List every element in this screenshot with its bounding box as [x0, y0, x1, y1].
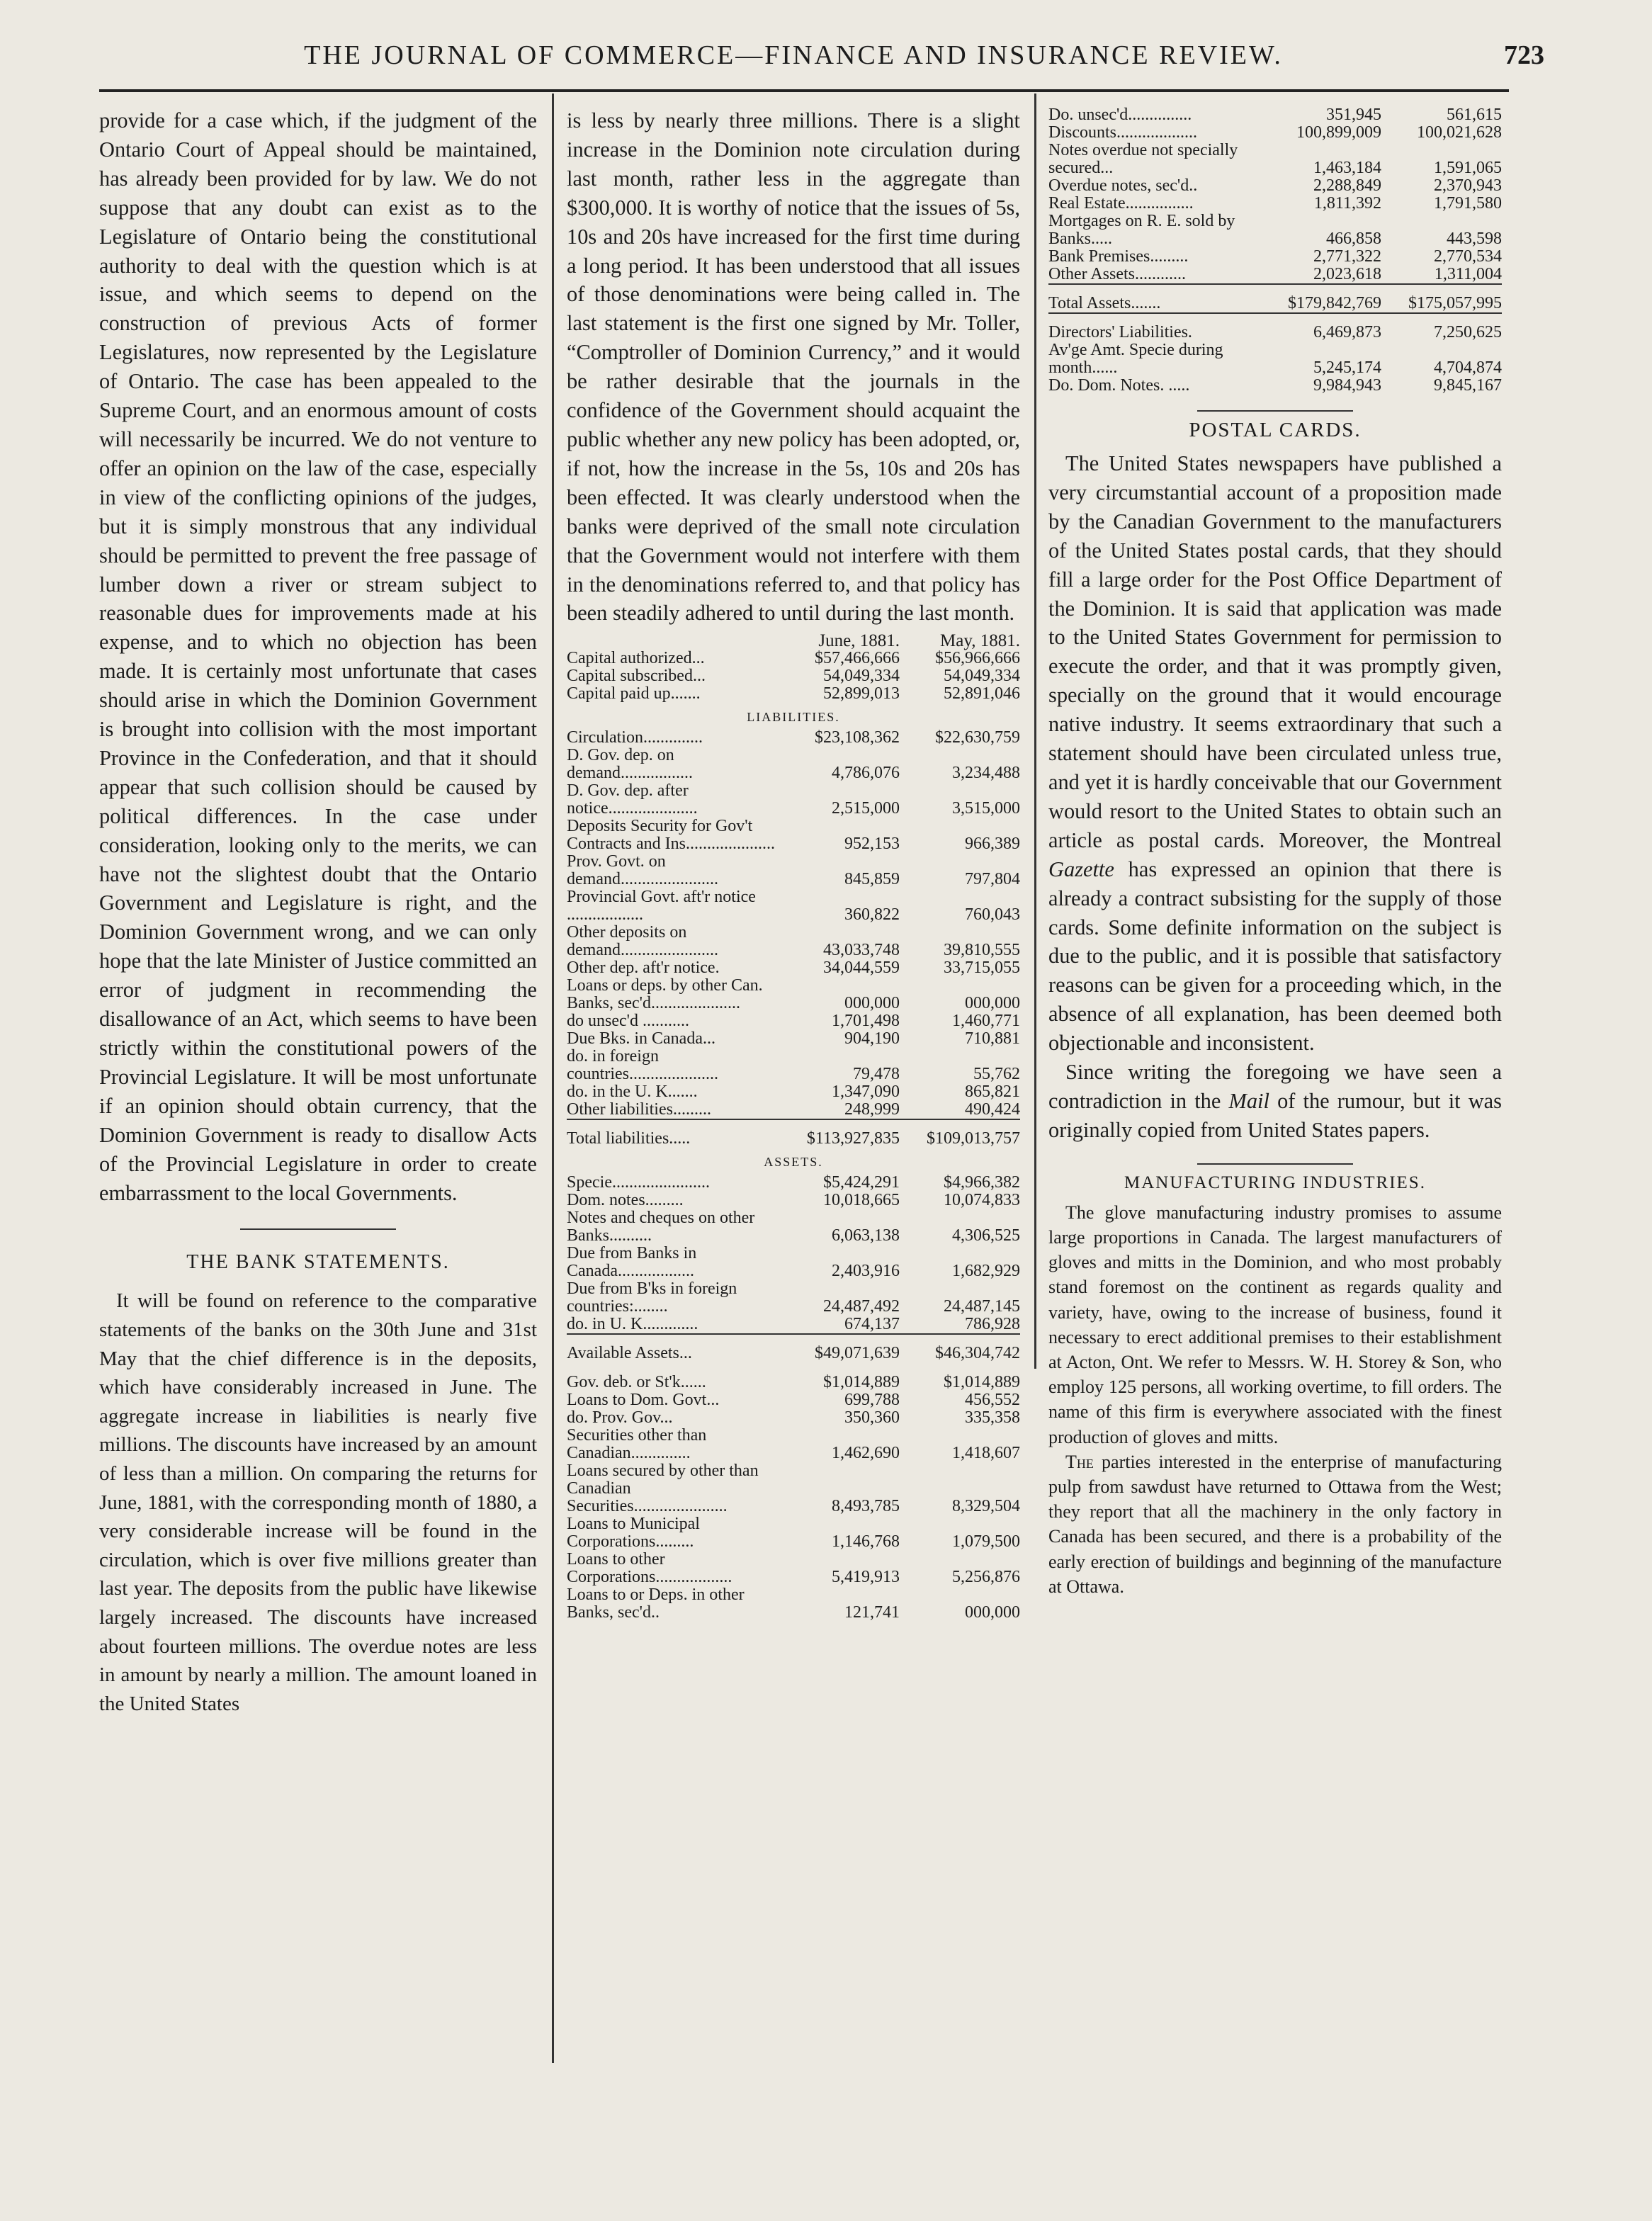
row-label: Loans to Dom. Govt... — [567, 1391, 720, 1410]
journal-title: THE JOURNAL OF COMMERCE—FINANCE AND INSURANCE REVIEW. — [304, 40, 1283, 70]
table-row — [567, 1334, 1020, 1362]
may-value: 2,770,534 — [1434, 247, 1502, 266]
june-value: 000,000 — [844, 994, 900, 1013]
table-row — [567, 1209, 1020, 1245]
manufacturing-paragraph-2 — [1048, 1449, 1502, 1599]
table-row — [1048, 377, 1502, 395]
row-label: Loans to or Deps. in other Banks, sec'd.. — [567, 1586, 745, 1622]
row-label: D. Gov. dep. after notice..................... — [567, 781, 698, 818]
may-value: 335,358 — [965, 1408, 1020, 1428]
may-value: 797,804 — [965, 870, 1020, 889]
table-row — [1048, 284, 1502, 313]
june-value: 5,245,174 — [1313, 358, 1381, 377]
row-label: Bank Premises......... — [1048, 247, 1189, 266]
may-value: $1,014,889 — [944, 1373, 1020, 1392]
row-label: Specie....................... — [567, 1173, 710, 1192]
may-value: 7,250,625 — [1381, 313, 1502, 341]
june-value: 2,515,000 — [832, 799, 900, 818]
june-value: 4,786,076 — [832, 764, 900, 783]
june-value: 2,403,916 — [832, 1262, 900, 1281]
table-row — [1048, 124, 1502, 142]
row-label: Other liabilities......... — [567, 1100, 711, 1119]
table-row — [567, 729, 1020, 747]
gazette-title: Gazette — [1048, 857, 1114, 881]
june-value: $23,108,362 — [815, 728, 900, 747]
june-value: 351,945 — [1326, 106, 1381, 124]
may-value: 1,418,607 — [952, 1444, 1020, 1463]
row-label: Prov. Govt. on demand....................... — [567, 852, 718, 889]
table-row — [1048, 142, 1502, 177]
june-value: $57,466,666 — [815, 649, 900, 668]
table-row — [1048, 106, 1502, 124]
row-label: Loans or deps. by other Can. Banks, sec'd..................... — [567, 976, 763, 1013]
table-row — [567, 1030, 1020, 1048]
table-row — [1048, 266, 1502, 284]
june-value: 248,999 — [844, 1100, 900, 1119]
june-value: 6,469,873 — [1261, 313, 1381, 341]
liabilities-heading-label: LIABILITIES. — [747, 710, 840, 725]
row-label: Deposits Security for Gov't Contracts and Ins..................... — [567, 817, 775, 854]
june-value: 9,984,943 — [1313, 376, 1381, 395]
bank-statement-table-continued — [1048, 106, 1502, 395]
june-value: 10,018,665 — [823, 1191, 900, 1210]
table-row — [1048, 195, 1502, 213]
may-value: 4,306,525 — [952, 1226, 1020, 1245]
june-value: 54,049,334 — [823, 667, 900, 686]
column-rule-2 — [1034, 94, 1036, 1369]
may-value: 100,021,628 — [1417, 123, 1502, 142]
june-value: 674,137 — [844, 1315, 900, 1334]
table-row — [567, 667, 1020, 685]
row-label: Other dep. aft'r notice. — [567, 959, 720, 978]
article-continued: provide for a case which, if the judgment of the Ontario Court of Appeal should be maintained, has already been provided for by law. We do not suppose that any doubt can exist as to the Legislature of Ontario being the constitutional authority to deal with the question which is at issue, and which seems to depend on the construction of previous Acts of former Legislatures, now represented by the Legislature of Ontario. The case has been appealed to the Supreme Court, and an enormous amount of costs will necessarily be incurred. We do not venture to offer an opinion on the law of the case, especially in view of the conflicting opinions of the judges, but it is simply monstrous that any individual should be permitted to prevent the free passage of lumber down a river or stream subject to reasonable dues for improvements made at his expense, and to which no objection has been made. It is certainly most unfortunate that cases should arise in which the Dominion Government is brought into collision with the most important Province in the Confederation, and that it should appear that such collision should be caused by political differences. In the case under consideration, looking only to the merits, we can have not the slightest doubt that the Ontario Government and Legislature is right, and the Dominion Government wrong, and we can only hope that the late Minister of Justice committed an error of judgment in recommending the disallowance of an Act, which seems to have been strictly within the constitutional powers of the Provincial Legislature. It will be most unfortunate if an opinion should obtain currency, that the Dominion Government is ready to disallow Acts of the Provincial Legislature in order to create embarrassment to the local Governments. — [99, 108, 537, 1205]
assets-heading — [567, 1148, 1020, 1174]
may-value: 10,074,833 — [944, 1191, 1020, 1210]
may-value: 8,329,504 — [952, 1497, 1020, 1516]
table-row — [567, 1192, 1020, 1209]
header-rule — [99, 89, 1509, 92]
row-label: Total Assets....... — [1048, 284, 1261, 313]
table-row — [567, 1174, 1020, 1192]
june-value: $5,424,291 — [823, 1173, 900, 1192]
table-row — [567, 959, 1020, 977]
column-june: June, 1881. — [818, 631, 900, 651]
row-label: Do. Dom. Notes. ..... — [1048, 376, 1190, 395]
bank-statements-paragraph: It will be found on reference to the comparative statements of the banks on the 30th June and 31st May that the chief difference is in the deposits, which have considerably increased in June. The aggregate increase in liabilities is nearly five millions. The discounts have increased by an amount of less than a million. On comparing the returns for June, 1881, with the corresponding month of 1880, a very considerable increase will be found in the circulation, which is over five millions greater than last year. The deposits from the public have likewise largely increased. The discounts have increased about fourteen millions. The overdue notes are less in amount by nearly a million. The amount loaned in the United States — [99, 1289, 537, 1715]
may-value: 000,000 — [965, 1603, 1020, 1622]
column-left — [99, 106, 537, 1718]
row-label: Due from B'ks in foreign countries:........ — [567, 1279, 737, 1316]
may-value: 2,370,943 — [1434, 176, 1502, 195]
table-row — [567, 1048, 1020, 1083]
column-rule-1 — [552, 94, 554, 2063]
table-row — [567, 747, 1020, 782]
row-label: Overdue notes, sec'd.. — [1048, 176, 1198, 195]
table-row — [567, 1316, 1020, 1334]
may-value: 5,256,876 — [952, 1568, 1020, 1587]
table-row — [1048, 213, 1502, 248]
row-label: Mortgages on R. E. sold by Banks..... — [1048, 212, 1235, 248]
may-value: 443,598 — [1447, 230, 1502, 248]
table-row — [567, 1012, 1020, 1030]
row-label: Capital subscribed... — [567, 667, 706, 686]
table-row — [567, 1280, 1020, 1316]
may-value: 54,049,334 — [944, 667, 1020, 686]
row-label: Available Assets... — [567, 1334, 779, 1362]
table-row — [1048, 313, 1502, 341]
may-value: 55,762 — [973, 1065, 1020, 1084]
may-value: 1,791,580 — [1434, 194, 1502, 213]
may-value: 1,311,004 — [1434, 265, 1502, 283]
june-value: 100,899,009 — [1296, 123, 1381, 142]
bank-statement-table — [567, 632, 1020, 1622]
row-label: Capital authorized... — [567, 649, 705, 668]
table-row — [1048, 341, 1502, 377]
row-label: Do. unsec'd............... — [1048, 106, 1192, 124]
row-label: do. Prov. Gov... — [567, 1408, 673, 1428]
table-row — [567, 1391, 1020, 1409]
may-value: 561,615 — [1447, 106, 1502, 124]
may-value: 4,704,874 — [1434, 358, 1502, 377]
may-value: $56,966,666 — [935, 649, 1020, 668]
june-value: 2,023,618 — [1313, 265, 1381, 283]
table-header-row — [567, 632, 1020, 650]
may-value: 1,682,929 — [952, 1262, 1020, 1281]
june-value: 466,858 — [1326, 230, 1381, 248]
june-value: 1,462,690 — [832, 1444, 900, 1463]
row-label: Securities other than Canadian.............. — [567, 1426, 707, 1463]
assets-heading-label: ASSETS. — [764, 1155, 823, 1170]
row-label: Notes overdue not specially secured... — [1048, 141, 1238, 177]
may-value: 710,881 — [965, 1029, 1020, 1049]
row-label: Provincial Govt. aft'r notice .................. — [567, 888, 756, 925]
bank-statements-heading: THE BANK STATEMENTS. — [186, 1251, 450, 1274]
june-value: 904,190 — [844, 1029, 900, 1049]
mail-title: Mail — [1228, 1088, 1269, 1113]
row-label: Other deposits on demand....................... — [567, 923, 718, 960]
row-label: Circulation.............. — [567, 728, 703, 747]
may-value: 52,891,046 — [944, 684, 1020, 703]
june-value: $1,014,889 — [823, 1373, 900, 1392]
june-value: 1,146,768 — [832, 1532, 900, 1552]
may-value: $46,304,742 — [900, 1334, 1020, 1362]
june-value: 79,478 — [853, 1065, 900, 1084]
row-label: Dom. notes......... — [567, 1191, 684, 1210]
postal-text-c: Since writing the foregoing we have seen a contradiction in the — [1048, 1060, 1502, 1113]
row-label: Total liabilities..... — [567, 1119, 779, 1148]
row-label: Capital paid up....... — [567, 684, 701, 703]
postal-text-d: of the rumour, but it was originally copied from United States papers. — [1048, 1088, 1502, 1142]
june-value: 2,771,322 — [1313, 247, 1381, 266]
row-label: Loans to Municipal Corporations......... — [567, 1515, 700, 1552]
may-value: 966,389 — [965, 835, 1020, 854]
may-value: 786,928 — [965, 1315, 1020, 1334]
may-value: 1,079,500 — [952, 1532, 1020, 1552]
bank-statements-continued: is less by nearly three millions. There is a slight increase in the Dominion note circulation during last month, rather less in the aggregate than $300,000. It is worthy of notice that the issues of 5s, 10s and 20s have increased for the first time during a long period. It has been understood that all issues of those denominations were being called in. The last statement is the first one signed by Mr. Toller, “Comptroller of Dominion Currency,” and it would be rather desirable that the journals in the confidence of the Government should acquaint the public whether any new policy has been adopted, or, if not, how the increase in the 5s, 10s and 20s has been effected. It was clearly understood when the banks were deprived of the small note circulation that the Government would not interfere with them in the denominations referred to, and that policy has been steadily adhered to until during the last month. — [567, 108, 1020, 626]
table-row — [1048, 248, 1502, 266]
june-value: 24,487,492 — [823, 1297, 900, 1316]
manufacturing-paragraph-1: The glove manufacturing industry promises to assume large proportions in Canada. The largest manufacturers of gloves and mitts in the Dominion, and who most probably stand foremost on the continent as regards quality and variety, have, owing to the increase of business, found it necessary to erect additional premises to their establishment at Acton, Ont. We refer to Messrs. W. H. Storey & Son, who employ 125 persons, all working overtime, to fill orders. The name of this firm is everywhere associated with the finest production of gloves and mitts. — [1048, 1202, 1502, 1447]
june-value: $113,927,835 — [779, 1119, 900, 1148]
column-may: May, 1881. — [940, 631, 1020, 651]
manufacturing-heading: MANUFACTURING INDUSTRIES. — [1124, 1172, 1426, 1192]
june-value: 6,063,138 — [832, 1226, 900, 1245]
june-value: $179,842,769 — [1261, 284, 1381, 313]
may-value: 456,552 — [965, 1391, 1020, 1410]
row-label: do. in U. K............. — [567, 1315, 698, 1334]
may-value: 39,810,555 — [944, 941, 1020, 960]
may-value: $22,630,759 — [935, 728, 1020, 747]
may-value: $4,966,382 — [944, 1173, 1020, 1192]
june-value: 8,493,785 — [832, 1497, 900, 1516]
june-value: 1,701,498 — [832, 1012, 900, 1031]
may-value: 000,000 — [965, 994, 1020, 1013]
table-row — [567, 1409, 1020, 1427]
may-value: 1,460,771 — [952, 1012, 1020, 1031]
manufacturing-text: parties interested in the enterprise of manufacturing pulp from sawdust have returned to Ottawa from the West; they report that all the machinery in the only factory in Canada has been secured, and there is a probability of the early erection of buildings and beginning of the manufacture at Ottawa. — [1048, 1451, 1502, 1597]
june-value: 52,899,013 — [823, 684, 900, 703]
row-label: Real Estate................ — [1048, 194, 1194, 213]
running-header — [99, 40, 1544, 82]
may-value: 3,515,000 — [952, 799, 1020, 818]
postal-text-a: The United States newspapers have published a very circumstantial account of a proposition made by the Canadian Government to the manufacturers of the United States postal cards, that they should fill a large order for the Post Office Department of the Dominion. It is said that application was made to the United States Government for permission to execute the order, and that it was promptly given, specially on the ground that it would encourage native industry. It seems extraordinary that such a statement should have been circulated unless true, and yet it is hardly conceivable that our Government would resort to the United States to obtain such an article as postal cards. Moreover, the Montreal — [1048, 451, 1502, 852]
table-row — [567, 782, 1020, 818]
row-label: Av'ge Amt. Specie during month...... — [1048, 341, 1223, 377]
row-label: Notes and cheques on other Banks.......... — [567, 1209, 755, 1245]
june-value: 121,741 — [844, 1603, 900, 1622]
postal-cards-paragraph-2 — [1048, 1058, 1502, 1145]
column-middle — [567, 106, 1020, 1622]
table-row — [567, 685, 1020, 703]
june-value: 2,288,849 — [1313, 176, 1381, 195]
row-label: Directors' Liabilities. — [1048, 313, 1261, 341]
table-row — [567, 853, 1020, 888]
postal-cards-paragraph-1 — [1048, 449, 1502, 1058]
june-value: 360,822 — [844, 905, 900, 925]
may-value: 33,715,055 — [944, 959, 1020, 978]
section-rule — [1197, 410, 1353, 412]
may-value: 9,845,167 — [1434, 376, 1502, 395]
table-row — [567, 1586, 1020, 1622]
table-row — [567, 818, 1020, 853]
row-label: Other Assets............ — [1048, 265, 1186, 283]
june-value: 43,033,748 — [823, 941, 900, 960]
row-label: do unsec'd ........... — [567, 1012, 689, 1031]
table-row — [567, 650, 1020, 667]
row-label: Loans secured by other than Canadian Securities...................... — [567, 1462, 759, 1516]
the-smallcaps: The — [1065, 1451, 1094, 1472]
postal-text-b: has expressed an opinion that there is already a contract subsisting for the supply of those cards. Some definite information on the subject is due to the public, and it is possible that satisfactory reasons can be given for a proceeding which, in the absence of all explanation, has been deemed both objectionable and inconsistent. — [1048, 857, 1502, 1056]
row-label: do. in foreign countries..................... — [567, 1047, 718, 1084]
page-number: 723 — [1504, 40, 1544, 70]
table-row — [567, 1119, 1020, 1148]
may-value: 24,487,145 — [944, 1297, 1020, 1316]
table-row — [567, 1362, 1020, 1391]
table-row — [567, 1245, 1020, 1280]
row-label: Due Bks. in Canada... — [567, 1029, 715, 1049]
table-row — [567, 924, 1020, 959]
june-value: 1,347,090 — [832, 1083, 900, 1102]
june-value: 845,859 — [844, 870, 900, 889]
table-row — [567, 1462, 1020, 1515]
liabilities-heading — [567, 703, 1020, 729]
may-value: $175,057,995 — [1381, 284, 1502, 313]
june-value: 952,153 — [844, 835, 900, 854]
table-row — [567, 1083, 1020, 1101]
table-row — [567, 1427, 1020, 1462]
june-value: 34,044,559 — [823, 959, 900, 978]
row-label: Loans to other Corporations.................. — [567, 1550, 732, 1587]
may-value: 865,821 — [965, 1083, 1020, 1102]
section-rule — [240, 1228, 396, 1230]
row-label: Gov. deb. or St'k...... — [567, 1373, 706, 1392]
june-value: $49,071,639 — [779, 1334, 900, 1362]
row-label: Due from Banks in Canada.................. — [567, 1244, 697, 1281]
may-value: 3,234,488 — [952, 764, 1020, 783]
june-value: 5,419,913 — [832, 1568, 900, 1587]
row-label: Discounts................... — [1048, 123, 1197, 142]
section-rule — [1197, 1163, 1353, 1165]
june-value: 699,788 — [844, 1391, 900, 1410]
postal-cards-heading: POSTAL CARDS. — [1189, 419, 1362, 441]
column-right — [1048, 106, 1502, 1599]
table-row — [567, 1515, 1020, 1551]
row-label: D. Gov. dep. on demand................. — [567, 746, 693, 783]
table-row — [1048, 177, 1502, 195]
may-value: 490,424 — [965, 1100, 1020, 1119]
row-label: do. in the U. K....... — [567, 1083, 698, 1102]
may-value: 760,043 — [965, 905, 1020, 925]
may-value: $109,013,757 — [900, 1119, 1020, 1148]
june-value: 350,360 — [844, 1408, 900, 1428]
may-value: 1,591,065 — [1434, 159, 1502, 177]
table-row — [567, 888, 1020, 924]
table-row — [567, 1551, 1020, 1586]
table-row — [567, 977, 1020, 1012]
june-value: 1,811,392 — [1313, 194, 1381, 213]
june-value: 1,463,184 — [1313, 159, 1381, 177]
table-row — [567, 1101, 1020, 1119]
